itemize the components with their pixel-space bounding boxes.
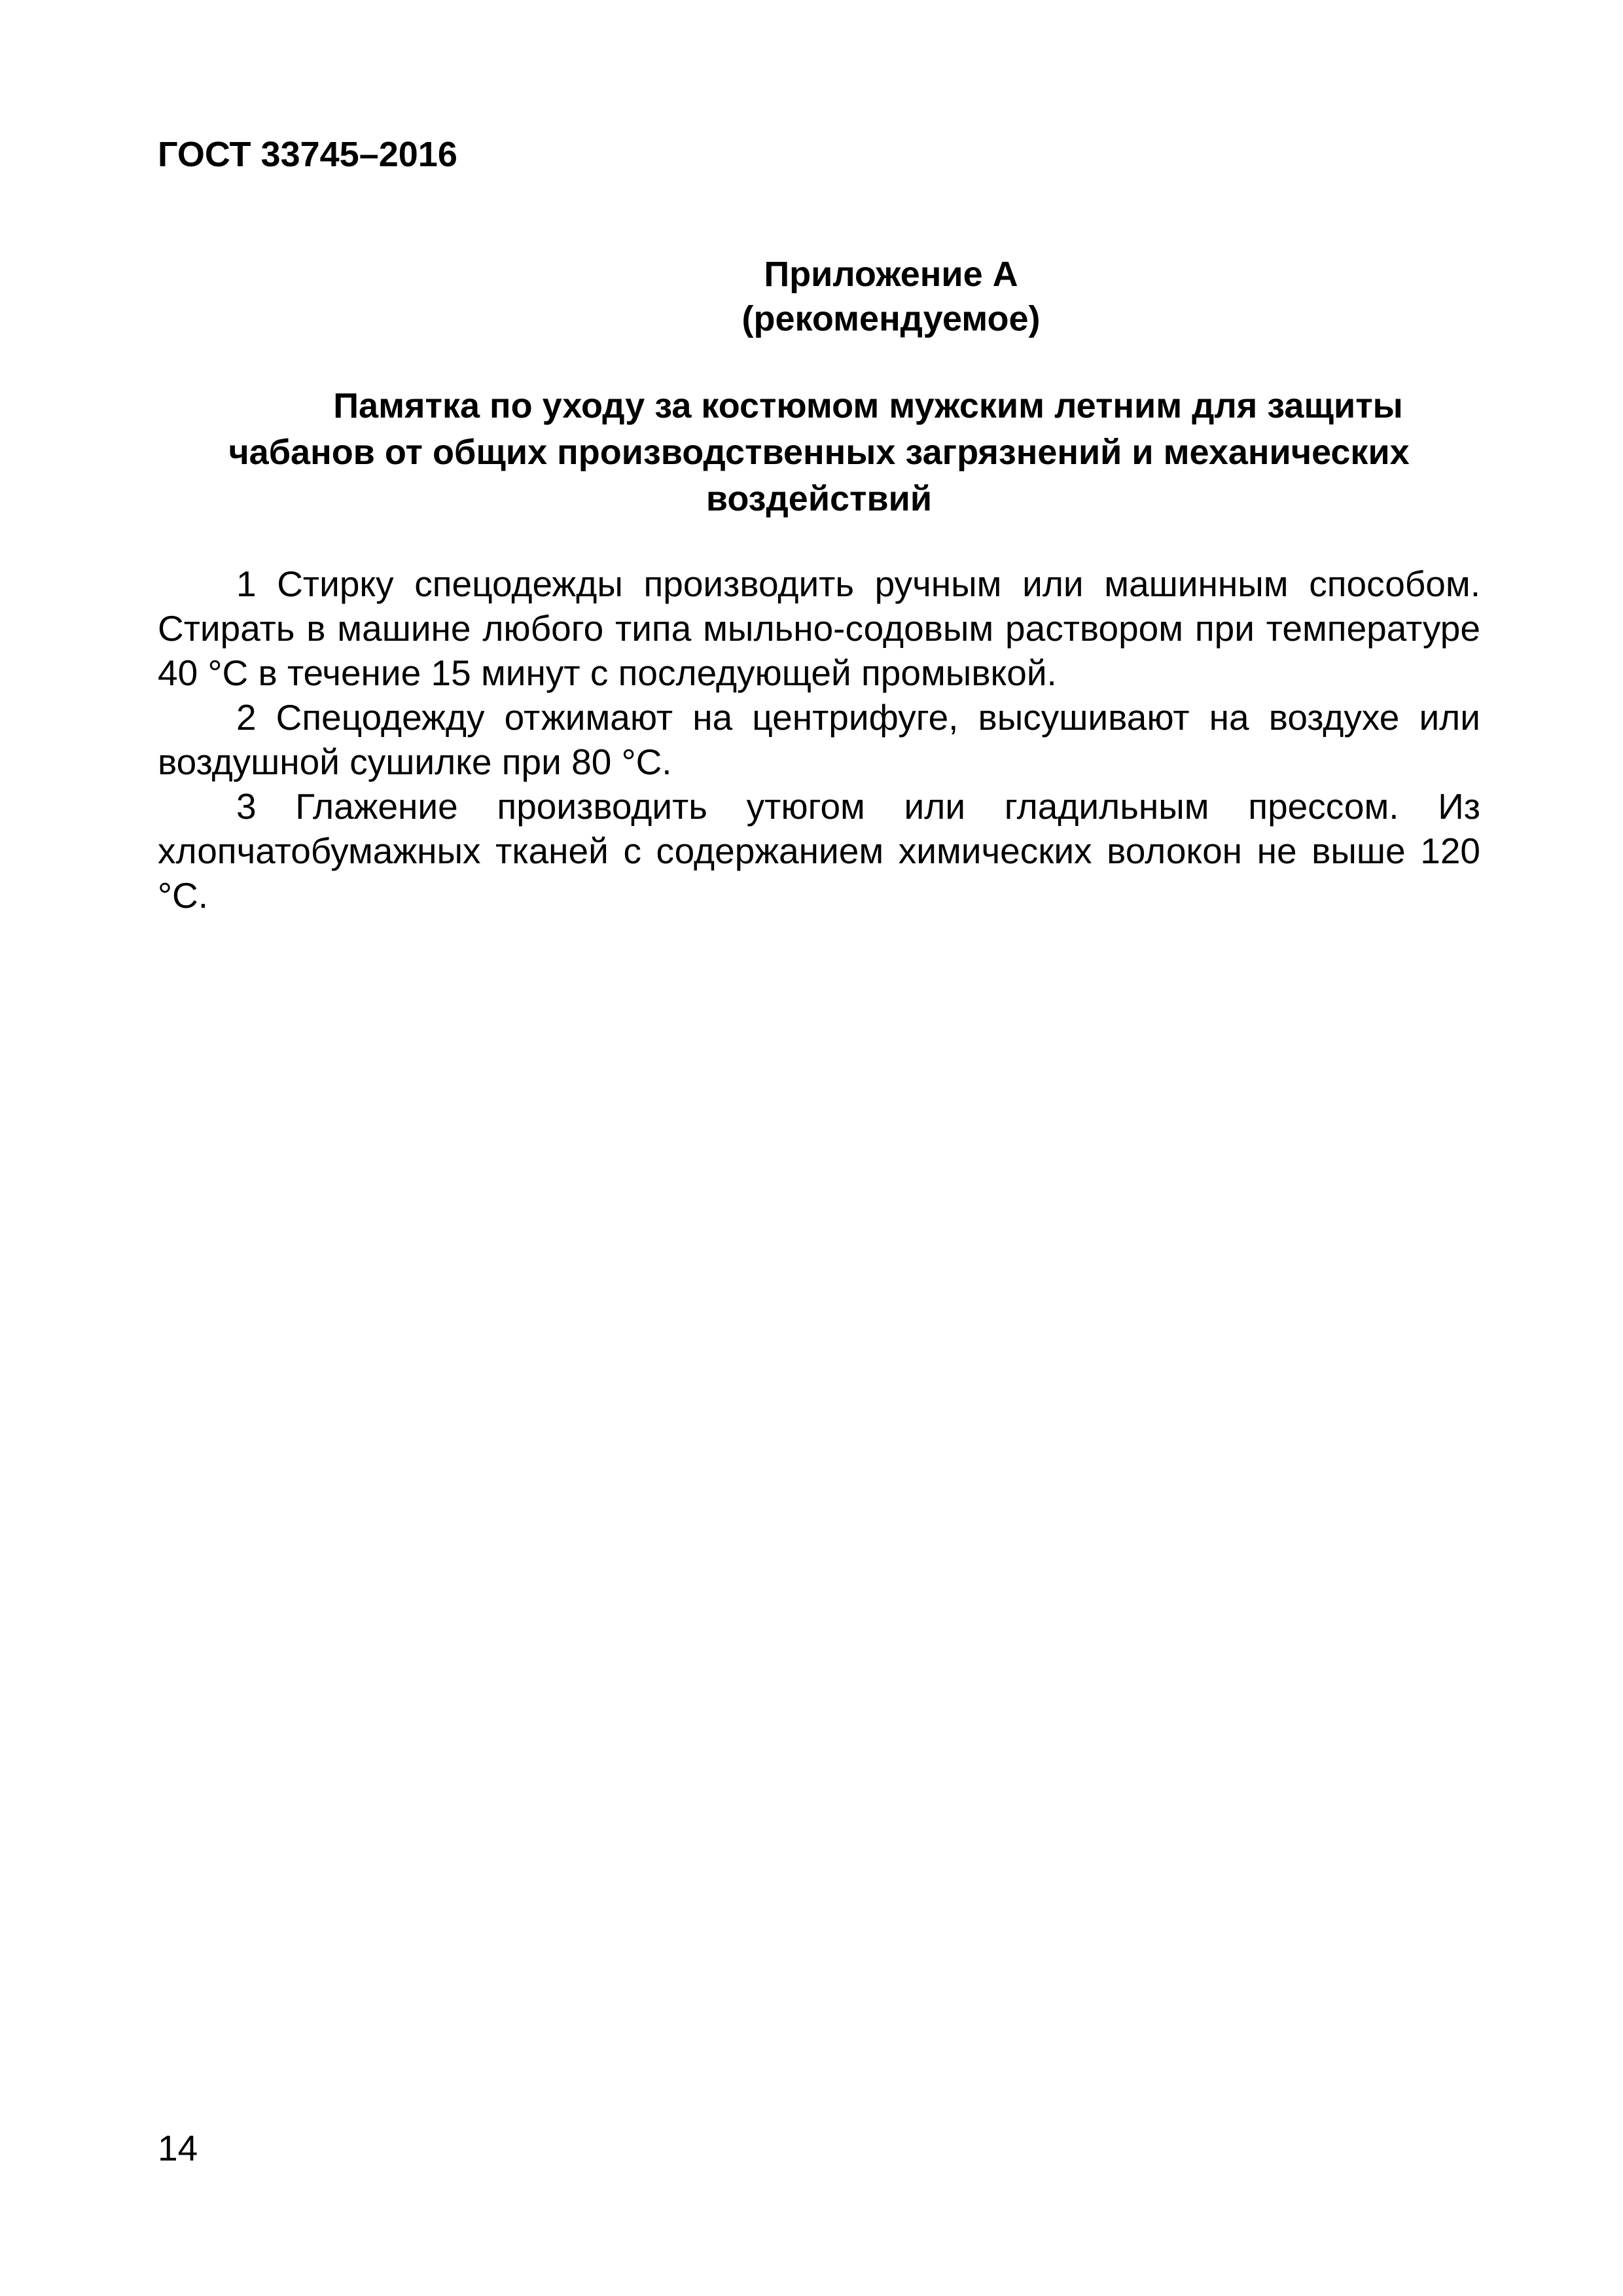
appendix-heading <box>158 252 1480 341</box>
appendix-title: Приложение А <box>764 255 1018 294</box>
paragraph: 3 Глажение производить утюгом или гладильным прессом. Из хлопчатобумажных тканей с содержанием химических волокон не выше 120 °С. <box>158 786 1480 916</box>
section-title: Памятка по уходу за костюмом мужским летним для защиты чабанов от общих производственных загрязнений и механических воздействий <box>228 386 1410 518</box>
paragraph: 2 Спецодежду отжимают на центрифуге, высушивают на воздухе или воздушной сушилке при 80 °С. <box>158 697 1480 782</box>
document-header: ГОСТ 33745–2016 <box>158 135 457 174</box>
document-body <box>158 562 1480 918</box>
appendix-status: (рекомендуемое) <box>741 299 1041 338</box>
paragraph: 1 Стирку спецодежды производить ручным или машинным способом. Стирать в машине любого типа мыльно-содовым раствором при температуре 40 °С в течение 15 минут с последующей промывкой. <box>158 564 1480 693</box>
page-number: 14 <box>158 2128 198 2168</box>
